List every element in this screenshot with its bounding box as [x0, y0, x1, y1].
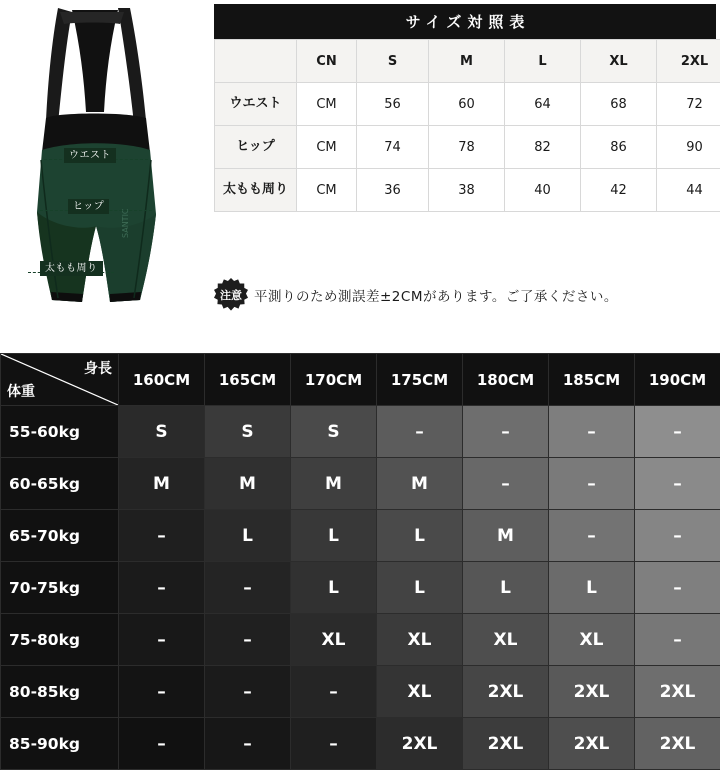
table-row — [215, 83, 720, 126]
matrix-cell: – — [549, 458, 635, 510]
cell-waist-l: 64 — [505, 83, 581, 126]
column-header-2xl: 2XL — [657, 40, 720, 83]
warning-badge-icon — [214, 278, 248, 312]
matrix-col-170cm: 170CM — [291, 354, 377, 406]
matrix-cell: 2XL — [635, 718, 720, 770]
table-row — [1, 718, 720, 770]
matrix-weight-label: 体重 — [7, 381, 35, 401]
size-recommendation-matrix — [0, 353, 720, 739]
matrix-cell: 2XL — [635, 666, 720, 718]
column-header-s: S — [357, 40, 429, 83]
matrix-cell: S — [119, 406, 205, 458]
cell-hip-l: 82 — [505, 126, 581, 169]
matrix-cell: L — [463, 562, 549, 614]
column-header-l: L — [505, 40, 581, 83]
matrix-cell: L — [549, 562, 635, 614]
column-header-m: M — [429, 40, 505, 83]
matrix-table — [0, 353, 720, 770]
cell-thigh-unit: CM — [297, 169, 357, 212]
matrix-cell: M — [291, 458, 377, 510]
matrix-cell: – — [549, 510, 635, 562]
matrix-cell: – — [635, 614, 720, 666]
matrix-cell: L — [205, 510, 291, 562]
column-header-cn: CN — [297, 40, 357, 83]
table-header-row — [215, 40, 720, 83]
size-chart-corner — [215, 40, 297, 83]
table-row — [1, 562, 720, 614]
matrix-height-label: 身長 — [84, 358, 112, 378]
matrix-header-row — [1, 354, 720, 406]
matrix-cell: – — [635, 510, 720, 562]
size-chart-table — [214, 39, 720, 212]
matrix-col-165cm: 165CM — [205, 354, 291, 406]
note-text: 平測りのため測誤差±2CMがあります。ご了承ください。 — [254, 285, 618, 305]
cell-waist-2xl: 72 — [657, 83, 720, 126]
matrix-cell: L — [377, 562, 463, 614]
matrix-cell: M — [119, 458, 205, 510]
matrix-cell: M — [463, 510, 549, 562]
row-header-hip: ヒップ — [215, 126, 297, 169]
column-header-xl: XL — [581, 40, 657, 83]
cell-thigh-xl: 42 — [581, 169, 657, 212]
matrix-col-175cm: 175CM — [377, 354, 463, 406]
matrix-cell: XL — [377, 614, 463, 666]
product-image — [0, 0, 210, 318]
top-section — [0, 0, 720, 318]
note-row — [214, 278, 720, 312]
cell-thigh-m: 38 — [429, 169, 505, 212]
matrix-cell: 2XL — [463, 718, 549, 770]
table-row — [1, 458, 720, 510]
matrix-row-85-90kg: 85-90kg — [1, 718, 119, 770]
matrix-cell: – — [205, 562, 291, 614]
cell-waist-unit: CM — [297, 83, 357, 126]
matrix-row-75-80kg: 75-80kg — [1, 614, 119, 666]
matrix-row-65-70kg: 65-70kg — [1, 510, 119, 562]
matrix-col-185cm: 185CM — [549, 354, 635, 406]
matrix-cell: – — [377, 406, 463, 458]
matrix-cell: – — [205, 614, 291, 666]
cell-hip-xl: 86 — [581, 126, 657, 169]
matrix-cell: – — [291, 666, 377, 718]
matrix-row-55-60kg: 55-60kg — [1, 406, 119, 458]
cell-thigh-l: 40 — [505, 169, 581, 212]
matrix-cell: – — [205, 666, 291, 718]
matrix-col-160cm: 160CM — [119, 354, 205, 406]
matrix-cell: – — [635, 562, 720, 614]
matrix-cell: 2XL — [549, 666, 635, 718]
matrix-cell: – — [635, 458, 720, 510]
matrix-cell: M — [205, 458, 291, 510]
cell-waist-xl: 68 — [581, 83, 657, 126]
matrix-cell: – — [635, 406, 720, 458]
matrix-row-80-85kg: 80-85kg — [1, 666, 119, 718]
matrix-cell: – — [119, 666, 205, 718]
hip-annotation-label: ヒップ — [68, 199, 109, 214]
cell-waist-m: 60 — [429, 83, 505, 126]
matrix-row-70-75kg: 70-75kg — [1, 562, 119, 614]
matrix-cell: 2XL — [549, 718, 635, 770]
cell-thigh-2xl: 44 — [657, 169, 720, 212]
matrix-cell: XL — [291, 614, 377, 666]
matrix-corner-cell — [1, 354, 119, 406]
cell-hip-unit: CM — [297, 126, 357, 169]
matrix-cell: – — [119, 614, 205, 666]
matrix-cell: – — [549, 406, 635, 458]
warning-badge-label: 注意 — [214, 278, 248, 312]
cell-hip-s: 74 — [357, 126, 429, 169]
matrix-cell: – — [291, 718, 377, 770]
matrix-cell: – — [119, 510, 205, 562]
matrix-cell: XL — [377, 666, 463, 718]
waist-annotation-label: ウエスト — [64, 148, 116, 163]
size-chart — [214, 4, 716, 212]
row-header-waist: ウエスト — [215, 83, 297, 126]
cell-hip-2xl: 90 — [657, 126, 720, 169]
matrix-cell: S — [291, 406, 377, 458]
matrix-cell: L — [291, 510, 377, 562]
table-row — [1, 614, 720, 666]
cell-thigh-s: 36 — [357, 169, 429, 212]
matrix-cell: XL — [549, 614, 635, 666]
matrix-row-60-65kg: 60-65kg — [1, 458, 119, 510]
matrix-cell: 2XL — [463, 666, 549, 718]
matrix-cell: L — [377, 510, 463, 562]
matrix-cell: 2XL — [377, 718, 463, 770]
matrix-col-180cm: 180CM — [463, 354, 549, 406]
matrix-cell: – — [119, 718, 205, 770]
matrix-cell: L — [291, 562, 377, 614]
size-chart-title: サイズ対照表 — [214, 4, 716, 39]
table-row — [215, 169, 720, 212]
matrix-cell: – — [119, 562, 205, 614]
table-row — [1, 406, 720, 458]
table-row — [215, 126, 720, 169]
thigh-annotation-label: 太もも周り — [40, 261, 103, 276]
row-header-thigh: 太もも周り — [215, 169, 297, 212]
table-row — [1, 666, 720, 718]
matrix-cell: – — [205, 718, 291, 770]
cell-hip-m: 78 — [429, 126, 505, 169]
matrix-cell: M — [377, 458, 463, 510]
matrix-cell: XL — [463, 614, 549, 666]
matrix-cell: – — [463, 458, 549, 510]
svg-text:SANTIC: SANTIC — [121, 208, 130, 238]
cell-waist-s: 56 — [357, 83, 429, 126]
matrix-cell: S — [205, 406, 291, 458]
matrix-cell: – — [463, 406, 549, 458]
table-row — [1, 510, 720, 562]
matrix-col-190cm: 190CM — [635, 354, 720, 406]
